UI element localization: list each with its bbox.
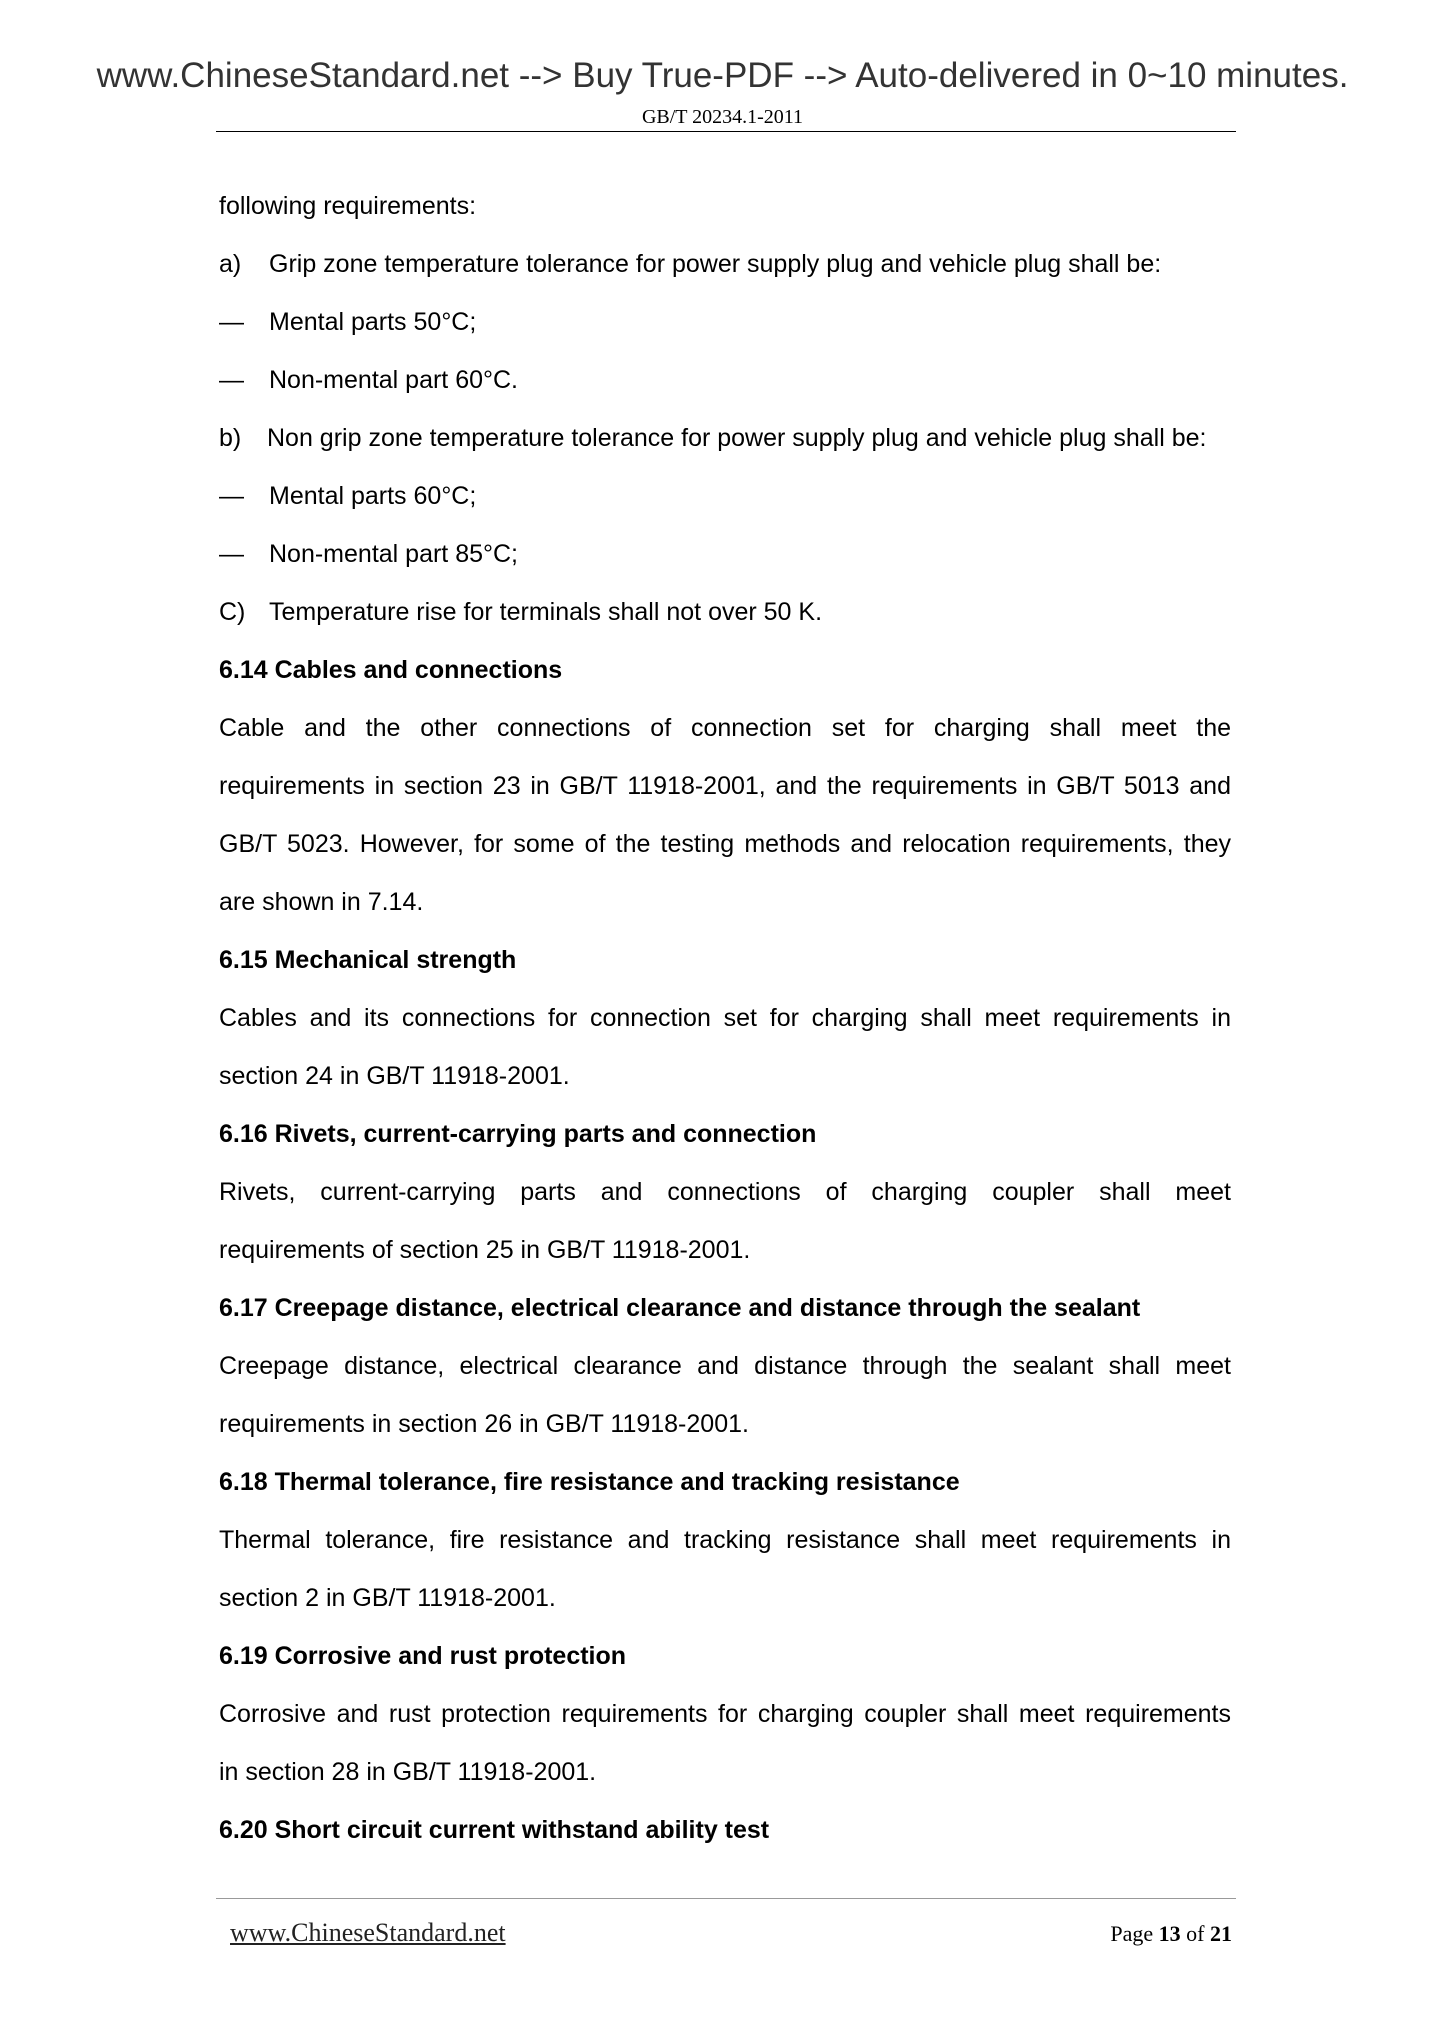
paragraph-line: section 2 in GB/T 11918-2001. <box>219 1584 556 1612</box>
page-number <box>1110 1921 1232 1947</box>
list-text: Grip zone temperature tolerance for power supply plug and vehicle plug shall be: <box>269 250 1162 278</box>
site-banner[interactable]: www.ChineseStandard.net --> Buy True-PDF --> Auto-delivered in 0~10 minutes. <box>96 56 1349 95</box>
dash-marker: — <box>219 308 244 336</box>
list-text: Mental parts 50°C; <box>269 308 477 336</box>
list-text: Non-mental part 60°C. <box>269 366 518 394</box>
paragraph-line: requirements of section 25 in GB/T 11918-2001. <box>219 1236 751 1264</box>
paragraph-line: are shown in 7.14. <box>219 888 424 916</box>
list-subitem <box>219 480 1231 512</box>
list-text: Mental parts 60°C; <box>269 482 477 510</box>
section-heading: 6.14 Cables and connections <box>219 656 563 684</box>
list-item-c <box>219 596 1231 628</box>
header-rule <box>216 131 1236 132</box>
list-text: Non grip zone temperature tolerance for power supply plug and vehicle plug shall be: <box>267 424 1207 452</box>
list-item-b <box>219 422 1231 454</box>
section-heading: 6.19 Corrosive and rust protection <box>219 1642 627 1670</box>
section-heading: 6.15 Mechanical strength <box>219 946 517 974</box>
paragraph-line: Creepage distance, electrical clearance and distance through the sealant shall meet <box>219 1352 1231 1380</box>
page-word: Page <box>1110 1921 1154 1946</box>
paragraph-line: requirements in section 23 in GB/T 11918-2001, and the requirements in GB/T 5013 and <box>219 772 1231 800</box>
dash-marker: — <box>219 366 244 394</box>
list-subitem <box>219 306 1231 338</box>
section-heading: 6.17 Creepage distance, electrical clearance and distance through the sealant <box>219 1294 1141 1322</box>
paragraph-line: in section 28 in GB/T 11918-2001. <box>219 1758 597 1786</box>
dash-marker: — <box>219 540 244 568</box>
paragraph-line: Thermal tolerance, fire resistance and tracking resistance shall meet requirements in <box>219 1526 1231 1554</box>
paragraph-line: Cables and its connections for connection set for charging shall meet requirements in <box>219 1004 1231 1032</box>
list-text: Temperature rise for terminals shall not over 50 K. <box>269 598 823 626</box>
paragraph-line: Corrosive and rust protection requirements for charging coupler shall meet requirements <box>219 1700 1231 1728</box>
intro-text: following requirements: <box>219 192 477 220</box>
footer-rule <box>216 1898 1236 1899</box>
list-marker: b) <box>219 424 242 452</box>
paragraph-line: GB/T 5023. However, for some of the testing methods and relocation requirements, they <box>219 830 1231 858</box>
list-marker: a) <box>219 250 242 278</box>
dash-marker: — <box>219 482 244 510</box>
paragraph-line: requirements in section 26 in GB/T 11918-2001. <box>219 1410 749 1438</box>
page-current: 13 <box>1158 1921 1181 1946</box>
section-heading: 6.18 Thermal tolerance, fire resistance and tracking resistance <box>219 1468 960 1496</box>
of-word: of <box>1186 1921 1205 1946</box>
document-code: GB/T 20234.1-2011 <box>641 106 804 128</box>
list-subitem <box>219 538 1231 570</box>
list-marker: C) <box>219 598 246 626</box>
paragraph-line: section 24 in GB/T 11918-2001. <box>219 1062 570 1090</box>
section-heading: 6.16 Rivets, current-carrying parts and connection <box>219 1120 817 1148</box>
paragraph-line: Cable and the other connections of connection set for charging shall meet the <box>219 714 1231 742</box>
list-subitem <box>219 364 1231 396</box>
paragraph-line: Rivets, current-carrying parts and connections of charging coupler shall meet <box>219 1178 1231 1206</box>
section-heading: 6.20 Short circuit current withstand ability test <box>219 1816 770 1844</box>
page-total: 21 <box>1210 1921 1232 1946</box>
list-text: Non-mental part 85°C; <box>269 540 518 568</box>
footer-link[interactable]: www.ChineseStandard.net <box>230 1918 506 1947</box>
list-item-a <box>219 248 1231 280</box>
